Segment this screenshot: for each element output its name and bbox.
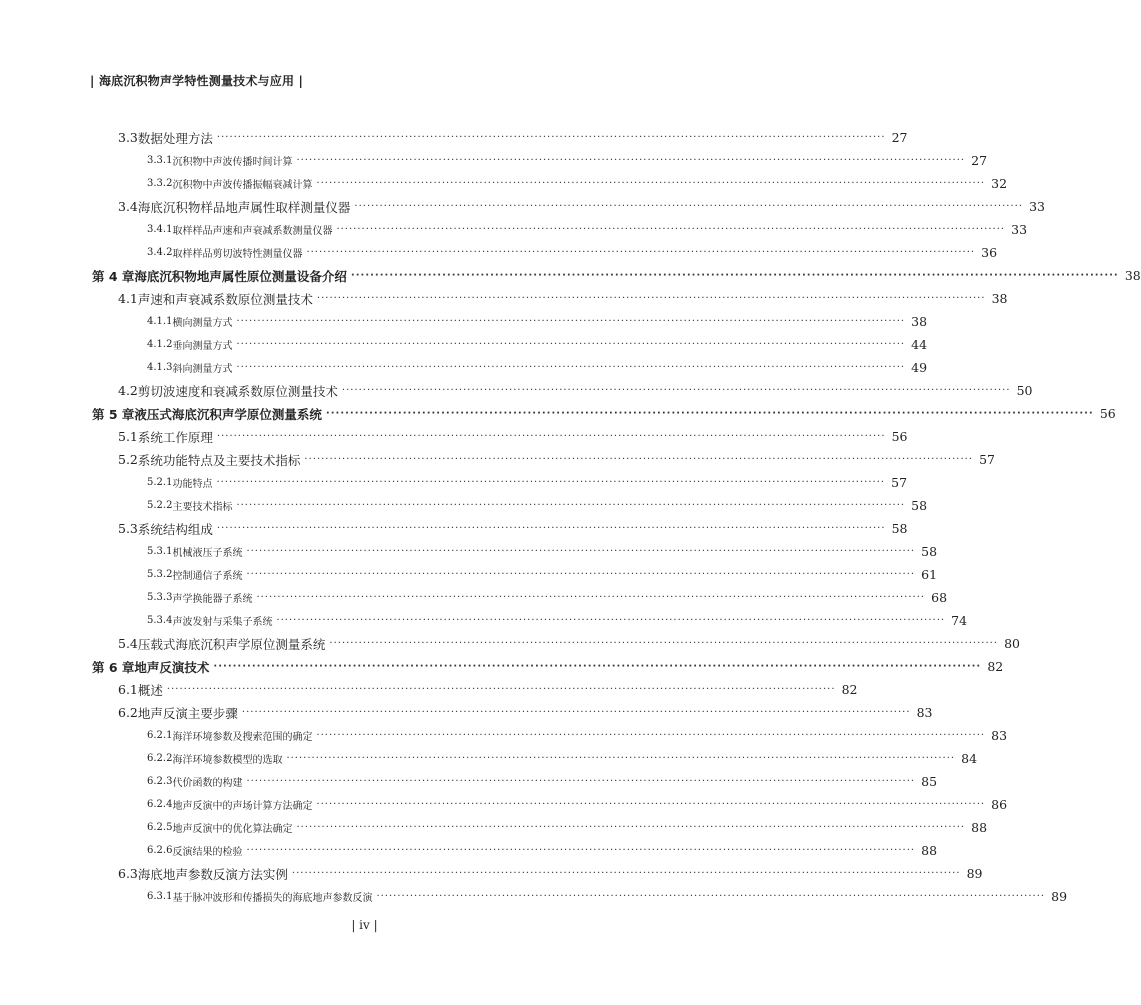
toc-entry-page: 27 [971,153,988,168]
toc-entry-page: 33 [1029,199,1045,214]
toc-entry-title: 概述 [137,682,163,698]
toc-subsection-entry[interactable] [92,540,938,563]
toc-entry-title: 地声反演中的声场计算方法确定 [172,801,313,812]
toc-entry-number: 5.3.2 [147,569,173,580]
toc-entry-title: 海底地声参数反演方法实例 [137,866,288,882]
toc-entry-title: 代价函数的构建 [172,778,243,789]
toc-entry-page: 88 [921,843,938,858]
toc-entry-title: 地声反演中的优化算法确定 [172,824,293,835]
toc-entry-page: 83 [916,705,933,720]
toc-entry-number: 6.2.6 [147,845,173,856]
dot-leader: ································································································································································ [236,362,906,373]
toc-subsection-entry[interactable] [92,494,928,517]
toc-entry-page: 49 [911,360,928,375]
toc-subsection-entry[interactable] [92,241,998,264]
toc-entry-page: 89 [966,866,983,881]
toc-entry-page: 82 [987,659,1004,674]
toc-entry-page: 82 [841,682,858,697]
dot-leader: ································································································································································ [246,845,916,856]
toc-entry-number: 5.4 [118,636,138,651]
toc-entry-number: 5.3 [118,521,138,536]
toc-entry-page: 56 [1099,406,1116,421]
dot-leader: ································································································································································ [216,431,886,442]
dot-leader: ································································································································································ [376,891,1046,902]
toc-subsection-entry[interactable] [92,885,1068,908]
toc-entry-page: 61 [921,567,938,582]
toc-chapter-entry[interactable] [92,402,1116,425]
toc-entry-number: 3.3.2 [147,178,173,189]
toc-entry-page: 80 [1004,636,1020,651]
toc-entry-page: 58 [921,544,938,559]
toc-entry-title: 沉积物中声波传播振幅衰减计算 [172,180,313,191]
toc-entry-title: 声速和声衰减系数原位测量技术 [137,291,313,307]
toc-entry-title: 压载式海底沉积声学原位测量系统 [137,636,326,652]
toc-subsection-entry[interactable] [92,609,968,632]
toc-entry-number: 5.2.1 [147,477,173,488]
toc-entry-title: 基于脉冲波形和传播损失的海底地声参数反演 [172,893,373,904]
toc-entry-number: 5.1 [118,429,138,444]
toc-entry-page: 57 [891,475,908,490]
toc-section-entry[interactable] [92,701,933,724]
toc-entry-title: 取样样品剪切波特性测量仪器 [172,249,303,260]
toc-entry-number: 3.4.2 [147,247,173,258]
toc-section-entry[interactable] [92,195,1045,218]
toc-entry-title: 系统功能特点及主要技术指标 [137,452,301,468]
toc-entry-number: 6.2.3 [147,776,173,787]
table-of-contents [92,126,1141,908]
toc-entry-title: 机械液压子系统 [172,548,243,559]
toc-entry-title: 取样样品声速和声衰减系数测量仪器 [172,226,333,237]
toc-subsection-entry[interactable] [92,563,938,586]
toc-entry-title: 液压式海底沉积声学原位测量系统 [134,406,322,422]
toc-entry-page: 56 [891,429,908,444]
toc-entry-number: 第 6 章 [92,659,135,675]
dot-leader: ································································································································································ [216,477,886,488]
dot-leader: ································································································································································ [216,132,886,143]
toc-entry-title: 系统结构组成 [137,521,213,537]
toc-entry-number: 3.3.1 [147,155,173,166]
toc-entry-number: 6.2.4 [147,799,173,810]
toc-entry-number: 5.3.4 [147,615,173,626]
toc-entry-page: 88 [971,820,988,835]
toc-entry-title: 斜向测量方式 [172,364,233,375]
toc-entry-title: 沉积物中声波传播时间计算 [172,157,293,168]
toc-section-entry[interactable] [92,126,908,149]
toc-entry-page: 44 [911,337,928,352]
toc-subsection-entry[interactable] [92,770,938,793]
dot-leader: ································································································································································ [336,224,1006,235]
toc-entry-page: 38 [991,291,1008,306]
toc-entry-number: 3.4 [118,199,138,214]
toc-entry-title: 垂向测量方式 [172,341,233,352]
toc-subsection-entry[interactable] [92,172,1008,195]
dot-leader: ································································································································································ [241,707,911,718]
toc-section-entry[interactable] [92,379,1033,402]
dot-leader: ································································································································································ [306,247,976,258]
toc-entry-number: 5.3.3 [147,592,173,603]
toc-entry-title: 地声反演技术 [134,659,210,675]
page-number: | iv | [351,918,378,932]
toc-entry-page: 36 [981,245,998,260]
toc-entry-page: 85 [921,774,938,789]
dot-leader: ································································································································································ [276,615,946,626]
dot-leader: ································································································································································ [316,293,986,304]
toc-entry-page: 68 [931,590,948,605]
dot-leader: ································································································································································ [341,385,1011,396]
toc-entry-title: 海洋环境参数及搜索范围的确定 [172,732,313,743]
toc-subsection-entry[interactable] [92,839,938,862]
toc-entry-title: 海底沉积物样品地声属性取样测量仪器 [137,199,351,215]
toc-entry-number: 4.1 [118,291,138,306]
toc-entry-page: 38 [1124,268,1141,283]
dot-leader: ································································································································································ [216,523,886,534]
toc-subsection-entry[interactable] [92,724,1008,747]
toc-entry-number: 6.1 [118,682,138,697]
toc-entry-page: 27 [891,130,908,145]
dot-leader: ································································································································································ [246,569,916,580]
dot-leader: ································································································································································ [354,201,1023,212]
dot-leader: ································································································································································ [325,408,1094,419]
dot-leader: ································································································································································ [329,638,998,649]
toc-entry-page: 33 [1011,222,1028,237]
toc-entry-page: 86 [991,797,1008,812]
dot-leader: ································································································································································ [236,316,906,327]
dot-leader: ································································································································································ [246,776,916,787]
toc-entry-page: 58 [891,521,908,536]
running-header: | 海底沉积物声学特性测量技术与应用 | [90,74,304,88]
dot-leader: ································································································································································ [296,822,966,833]
toc-entry-number: 5.2.2 [147,500,173,511]
dot-leader: ································································································································································ [316,178,986,189]
toc-entry-page: 84 [961,751,978,766]
toc-subsection-entry[interactable] [92,218,1028,241]
dot-leader: ································································································································································ [291,868,961,879]
toc-entry-number: 6.3 [118,866,138,881]
toc-entry-number: 6.2.1 [147,730,173,741]
toc-subsection-entry[interactable] [92,149,988,172]
toc-entry-number: 第 4 章 [92,268,135,284]
toc-section-entry[interactable] [92,632,1020,655]
dot-leader: ································································································································································ [236,339,906,350]
toc-entry-title: 控制通信子系统 [172,571,243,582]
toc-entry-number: 6.3.1 [147,891,173,902]
toc-entry-title: 剪切波速度和衰减系数原位测量技术 [137,383,338,399]
toc-chapter-entry[interactable] [92,264,1141,287]
toc-entry-title: 系统工作原理 [137,429,213,445]
toc-entry-title: 海底沉积物地声属性原位测量设备介绍 [134,268,347,284]
toc-entry-page: 83 [991,728,1008,743]
toc-entry-number: 4.1.1 [147,316,173,327]
toc-entry-page: 50 [1016,383,1033,398]
toc-subsection-entry[interactable] [92,333,928,356]
toc-section-entry[interactable] [92,448,995,471]
toc-entry-number: 5.2 [118,452,138,467]
toc-entry-page: 74 [951,613,968,628]
dot-leader: ································································································································································ [246,546,916,557]
toc-entry-title: 声波发射与采集子系统 [172,617,273,628]
toc-subsection-entry[interactable] [92,793,1008,816]
dot-leader: ································································································································································ [304,454,973,465]
toc-entry-page: 58 [911,498,928,513]
dot-leader: ································································································································································ [256,592,926,603]
dot-leader: ································································································································································ [286,753,956,764]
toc-entry-number: 6.2 [118,705,138,720]
dot-leader: ································································································································································ [213,661,982,672]
toc-entry-title: 反演结果的检验 [172,847,243,858]
toc-subsection-entry[interactable] [92,586,948,609]
toc-section-entry[interactable] [92,517,908,540]
toc-entry-title: 横向测量方式 [172,318,233,329]
dot-leader: ································································································································································ [296,155,966,166]
toc-entry-page: 38 [911,314,928,329]
toc-entry-title: 数据处理方法 [137,130,213,146]
toc-entry-title: 声学换能器子系统 [172,594,253,605]
toc-subsection-entry[interactable] [92,816,988,839]
toc-entry-number: 4.1.2 [147,339,173,350]
toc-entry-page: 32 [991,176,1008,191]
toc-section-entry[interactable] [92,678,858,701]
toc-subsection-entry[interactable] [92,356,928,379]
toc-entry-title: 功能特点 [172,479,213,490]
toc-entry-number: 6.2.5 [147,822,173,833]
toc-entry-number: 5.3.1 [147,546,173,557]
toc-entry-number: 4.2 [118,383,138,398]
toc-chapter-entry[interactable] [92,655,1004,678]
toc-subsection-entry[interactable] [92,471,908,494]
toc-entry-page: 89 [1051,889,1068,904]
toc-section-entry[interactable] [92,425,908,448]
dot-leader: ································································································································································ [236,500,906,511]
toc-section-entry[interactable] [92,287,1008,310]
toc-entry-number: 3.4.1 [147,224,173,235]
toc-entry-number: 6.2.2 [147,753,173,764]
dot-leader: ································································································································································ [316,799,986,810]
toc-entry-number: 3.3 [118,130,138,145]
dot-leader: ································································································································································ [166,684,836,695]
toc-entry-page: 57 [979,452,995,467]
toc-entry-title: 主要技术指标 [172,502,233,513]
toc-section-entry[interactable] [92,862,983,885]
toc-entry-number: 第 5 章 [92,406,135,422]
toc-subsection-entry[interactable] [92,747,978,770]
toc-entry-number: 4.1.3 [147,362,173,373]
dot-leader: ································································································································································ [350,270,1119,281]
toc-entry-title: 海洋环境参数模型的选取 [172,755,283,766]
toc-entry-title: 地声反演主要步骤 [137,705,238,721]
toc-subsection-entry[interactable] [92,310,928,333]
dot-leader: ································································································································································ [316,730,986,741]
